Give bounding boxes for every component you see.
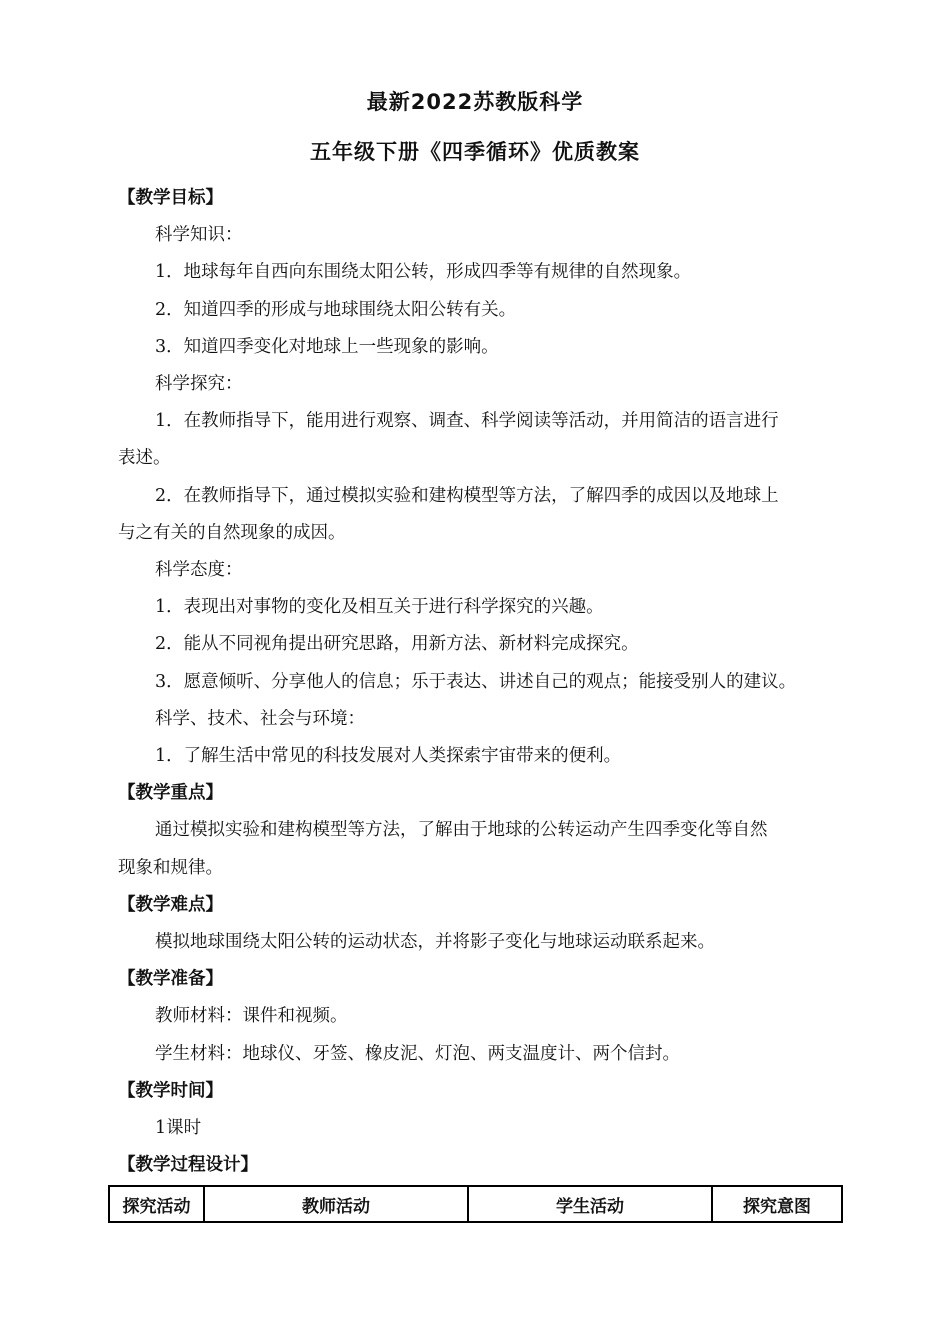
document-body xyxy=(118,180,838,1184)
column-header-activity: 探究活动 xyxy=(109,1186,204,1222)
list-item: 2．知道四季的形成与地球围绕太阳公转有关。 xyxy=(155,299,517,320)
list-item: 1．表现出对事物的变化及相互关于进行科学探究的兴趣。 xyxy=(155,597,604,618)
subsection-label: 科学态度： xyxy=(155,560,243,581)
section-heading-difficulty: 【教学难点】 xyxy=(118,894,223,915)
column-header-student: 学生活动 xyxy=(468,1186,712,1222)
document-title: 最新2022苏教版科学 xyxy=(366,90,584,114)
list-item: 1．在教师指导下，能用进行观察、调查、科学阅读等活动，并用简洁的语言进行 xyxy=(155,411,779,432)
student-materials: 学生材料：地球仪、牙签、橡皮泥、灯泡、两支温度计、两个信封。 xyxy=(155,1043,680,1064)
table-header-row xyxy=(109,1186,842,1222)
subsection-label: 科学探究： xyxy=(155,374,243,395)
list-item: 3．愿意倾听、分享他人的信息；乐于表达、讲述自己的观点；能接受别人的建议。 xyxy=(155,671,797,692)
list-item: 3．知道四季变化对地球上一些现象的影响。 xyxy=(155,336,499,357)
lesson-duration: 1课时 xyxy=(155,1118,202,1139)
section-heading-time: 【教学时间】 xyxy=(118,1080,223,1101)
column-header-intent: 探究意图 xyxy=(712,1186,842,1222)
paragraph-line: 现象和规律。 xyxy=(118,857,223,878)
column-header-teacher: 教师活动 xyxy=(204,1186,468,1222)
section-heading-focus: 【教学重点】 xyxy=(118,783,223,804)
teacher-materials: 教师材料：课件和视频。 xyxy=(155,1006,348,1027)
process-table xyxy=(108,1185,843,1223)
document-subtitle: 五年级下册《四季循环》优质教案 xyxy=(310,140,640,164)
list-item-continuation: 表述。 xyxy=(118,448,171,469)
section-heading-prep: 【教学准备】 xyxy=(118,969,223,990)
paragraph-line: 模拟地球围绕太阳公转的运动状态，并将影子变化与地球运动联系起来。 xyxy=(155,932,715,953)
list-item: 1．了解生活中常见的科技发展对人类探索宇宙带来的便利。 xyxy=(155,746,622,767)
paragraph-line: 通过模拟实验和建构模型等方法，了解由于地球的公转运动产生四季变化等自然 xyxy=(155,820,768,841)
subsection-label: 科学知识： xyxy=(155,225,243,246)
subsection-label: 科学、技术、社会与环境： xyxy=(155,708,365,729)
list-item-continuation: 与之有关的自然现象的成因。 xyxy=(118,522,346,543)
list-item: 1．地球每年自西向东围绕太阳公转，形成四季等有规律的自然现象。 xyxy=(155,262,692,283)
list-item: 2．能从不同视角提出研究思路，用新方法、新材料完成探究。 xyxy=(155,634,639,655)
section-heading-process: 【教学过程设计】 xyxy=(118,1155,258,1176)
list-item: 2．在教师指导下，通过模拟实验和建构模型等方法，了解四季的成因以及地球上 xyxy=(155,485,779,506)
section-heading-goals: 【教学目标】 xyxy=(118,188,223,208)
